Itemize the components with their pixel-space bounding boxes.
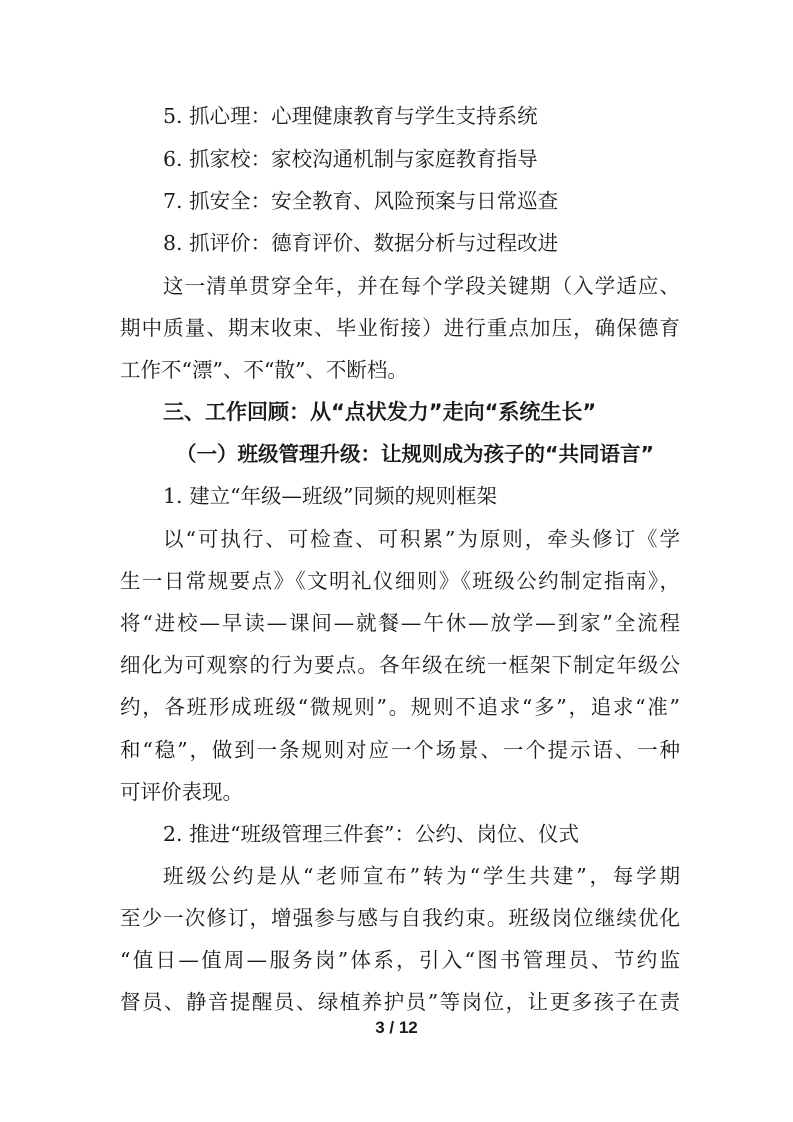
- list-item: 6. 抓家校：家校沟通机制与家庭教育指导: [163, 147, 538, 171]
- paragraph-line: 班级公约是从“老师宣布”转为“学生共建”，每学期: [163, 864, 680, 888]
- paragraph-line: 和“稳”，做到一条规则对应一个场景、一个提示语、一种: [120, 738, 680, 762]
- paragraph-line: 督员、静音提醒员、绿植养护员”等岗位，让更多孩子在责: [120, 990, 680, 1014]
- paragraph-line: 生一日常规要点》《文明礼仪细则》《班级公约制定指南》，: [120, 569, 680, 593]
- paragraph-line: 期中质量、期末收束、毕业衔接）进行重点加压，确保德育: [120, 316, 680, 340]
- paragraph-line: 至少一次修订，增强参与感与自我约束。班级岗位继续优化: [120, 906, 680, 930]
- paragraph-line: 这一清单贯穿全年，并在每个学段关键期（入学适应、: [163, 274, 680, 298]
- paragraph-line: 细化为可观察的行为要点。各年级在统一框架下制定年级公: [120, 653, 680, 677]
- sub-heading: （一）班级管理升级：让规则成为孩子的“共同语言”: [176, 442, 654, 466]
- paragraph-line: 以“可执行、可检查、可积累”为原则，牵头修订《学: [163, 527, 680, 551]
- page-number: 3 / 12: [375, 1018, 418, 1037]
- paragraph-line: 约，各班形成班级“微规则”。规则不追求“多”，追求“准”: [120, 695, 680, 719]
- item-title: 2. 推进“班级管理三件套”：公约、岗位、仪式: [163, 822, 580, 846]
- paragraph-line: “值日—值周—服务岗”体系，引入“图书管理员、节约监: [120, 948, 680, 972]
- section-heading: 三、工作回顾：从“点状发力”走向“系统生长”: [163, 400, 597, 424]
- paragraph-line: 可评价表现。: [120, 780, 243, 804]
- list-item: 7. 抓安全：安全教育、风险预案与日常巡查: [163, 189, 559, 213]
- paragraph-line: 工作不“漂”、不“散”、不断档。: [120, 358, 408, 382]
- list-item: 5. 抓心理：心理健康教育与学生支持系统: [163, 104, 538, 128]
- item-title: 1. 建立“年级—班级”同频的规则框架: [163, 484, 498, 508]
- paragraph-line: 将“进校—早读—课间—就餐—午休—放学—到家”全流程: [120, 611, 680, 635]
- list-item: 8. 抓评价：德育评价、数据分析与过程改进: [163, 231, 559, 255]
